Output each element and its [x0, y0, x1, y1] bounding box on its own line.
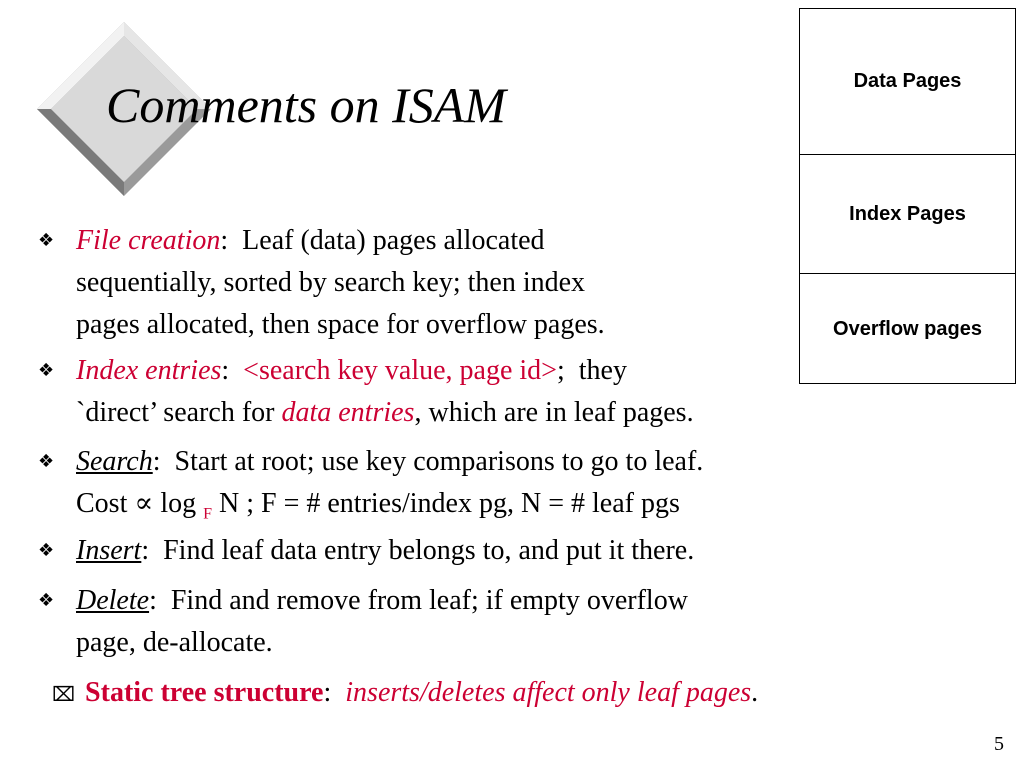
- bullet-text: `direct’ search for: [76, 397, 282, 428]
- colon: :: [221, 355, 230, 386]
- bullet-text: ; they: [556, 355, 627, 386]
- bullet-text: : Start at root; use key comparisons to go to leaf.: [152, 446, 704, 477]
- bullet-label: Insert: [76, 535, 142, 566]
- bullet-text: , which are in leaf pages.: [414, 397, 694, 428]
- bullet-diamond-icon: ❖: [38, 590, 55, 611]
- colon: :: [323, 677, 346, 708]
- slide-title: Comments on ISAM: [106, 77, 506, 133]
- bullet-text: N ; F = # entries/index pg, N = # leaf pgs: [212, 488, 680, 519]
- bullet-text: pages allocated, then space for overflow pages.: [76, 309, 605, 340]
- bullet-insert: [38, 530, 908, 572]
- data-entries-term: data entries: [281, 397, 415, 428]
- colon: :: [220, 225, 229, 256]
- proportional-symbol: ∝: [134, 488, 154, 519]
- bullet-text: : Find and remove from leaf; if empty overflow: [149, 585, 688, 616]
- bullet-diamond-icon: ❖: [38, 230, 55, 251]
- summary-lead: Static tree structure: [85, 677, 324, 708]
- bullet-label: Search: [76, 446, 153, 477]
- bullet-text: : Find leaf data entry belongs to, and put it there.: [141, 535, 695, 566]
- bullet-label: Index entries: [76, 355, 222, 386]
- bullet-text: Leaf (data) pages allocated: [228, 225, 545, 256]
- bullet-text: log: [153, 488, 204, 519]
- bullet-text: sequentially, sorted by search key; then index: [76, 267, 586, 298]
- bullet-diamond-icon: ❖: [38, 360, 55, 381]
- summary-text: inserts/deletes affect only leaf pages: [345, 677, 752, 708]
- page-number: 5: [994, 733, 1004, 755]
- diagram-data-pages: Data Pages: [800, 9, 1015, 155]
- bullet-file-creation: [38, 220, 908, 346]
- bullet-delete: [38, 580, 908, 664]
- bullet-label: File creation: [76, 225, 221, 256]
- index-entry-format: <search key value, page id>: [229, 355, 557, 386]
- period: .: [751, 677, 759, 708]
- bullet-label: Delete: [76, 585, 150, 616]
- envelope-icon: ⌧: [52, 682, 76, 706]
- diagram-index-pages: Index Pages: [800, 155, 1015, 274]
- bullet-text: Cost: [76, 488, 128, 519]
- bullet-index-entries: [38, 350, 908, 434]
- bullet-text: page, de-allocate.: [76, 627, 273, 658]
- bullet-search: [38, 441, 908, 536]
- bullet-diamond-icon: ❖: [38, 540, 55, 561]
- summary-bullet: [52, 677, 758, 709]
- diagram-overflow-pages: Overflow pages: [833, 318, 982, 340]
- log-base: F: [203, 505, 212, 523]
- bullet-diamond-icon: ❖: [38, 451, 55, 472]
